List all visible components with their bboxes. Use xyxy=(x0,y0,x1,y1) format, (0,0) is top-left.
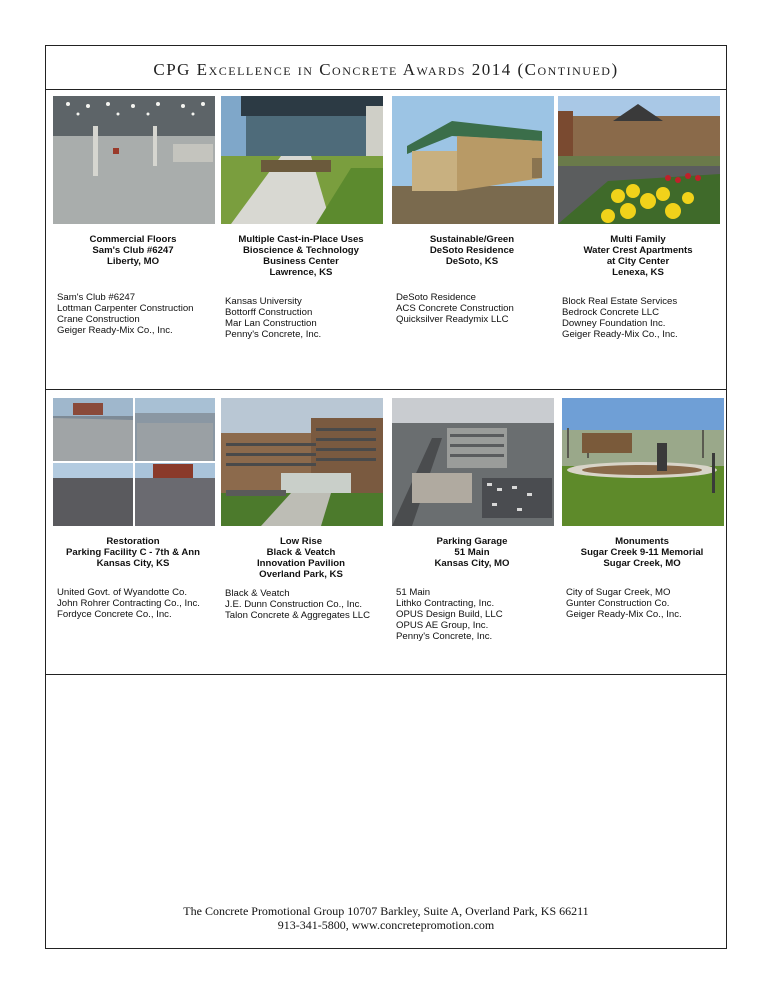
project-caption: Restoration Parking Facility C - 7th & Ann Kansas City, KS xyxy=(66,536,200,569)
photo-innovation-pavilion xyxy=(221,398,383,526)
divider xyxy=(46,89,726,90)
page-frame xyxy=(45,45,727,949)
project-credits: Kansas University Bottorff Construction Mar Lan Construction Penny's Concrete, Inc. xyxy=(225,296,322,340)
project-commercial-floors xyxy=(53,96,213,336)
project-multi-family xyxy=(558,96,718,340)
photo-sugar-creek-memorial xyxy=(562,398,724,526)
project-sustainable-green xyxy=(392,96,552,325)
project-credits: City of Sugar Creek, MO Gunter Construction Co. Geiger Ready-Mix Co., Inc. xyxy=(566,587,682,620)
project-caption: Low Rise Black & Veatch Innovation Pavilion Overland Park, KS xyxy=(257,536,345,580)
project-multiple-cast-in-place xyxy=(221,96,381,340)
project-credits: 51 Main Lithko Contracting, Inc. OPUS Design Build, LLC OPUS AE Group, Inc. Penny's Concrete, Inc. xyxy=(396,587,503,642)
footer-address: The Concrete Promotional Group 10707 Barkley, Suite A, Overland Park, KS 66211 xyxy=(183,904,589,918)
project-caption: Multiple Cast-in-Place Uses Bioscience & Technology Business Center Lawrence, KS xyxy=(238,234,364,278)
project-caption: Monuments Sugar Creek 9-11 Memorial Sugar Creek, MO xyxy=(580,536,704,569)
project-low-rise xyxy=(221,398,381,621)
project-caption: Commercial Floors Sam's Club #6247 Liberty, MO xyxy=(89,234,177,267)
project-monuments xyxy=(562,398,722,620)
project-parking-garage xyxy=(392,398,552,642)
photo-warehouse-floor xyxy=(53,96,215,224)
footer xyxy=(46,904,726,932)
photo-desoto-residence xyxy=(392,96,554,224)
project-caption: Multi Family Water Crest Apartments at City Center Lenexa, KS xyxy=(583,234,693,278)
project-caption: Parking Garage 51 Main Kansas City, MO xyxy=(434,536,510,569)
project-caption: Sustainable/Green DeSoto Residence DeSoto, KS xyxy=(429,234,515,267)
project-credits: DeSoto Residence ACS Concrete Construction Quicksilver Readymix LLC xyxy=(396,292,514,325)
project-credits: United Govt. of Wyandotte Co. John Rohrer Contracting Co., Inc. Fordyce Concrete Co., Inc. xyxy=(57,587,200,620)
divider xyxy=(46,674,726,675)
photo-51-main xyxy=(392,398,554,526)
project-credits: Sam's Club #6247 Lottman Carpenter Construction Crane Construction Geiger Ready-Mix Co., Inc. xyxy=(57,292,194,336)
photo-business-center xyxy=(221,96,383,224)
page-title: CPG Excellence in Concrete Awards 2014 (Continued) xyxy=(153,60,619,79)
divider xyxy=(46,389,726,390)
project-restoration xyxy=(53,398,213,620)
photo-water-crest-apartments xyxy=(558,96,720,224)
project-credits: Block Real Estate Services Bedrock Concrete LLC Downey Foundation Inc. Geiger Ready-Mix Co., Inc. xyxy=(562,296,678,340)
photo-parking-facility xyxy=(53,398,215,526)
project-credits: Black & Veatch J.E. Dunn Construction Co., Inc. Talon Concrete & Aggregates LLC xyxy=(225,588,371,621)
footer-contact: 913-341-5800, www.concretepromotion.com xyxy=(277,918,495,932)
